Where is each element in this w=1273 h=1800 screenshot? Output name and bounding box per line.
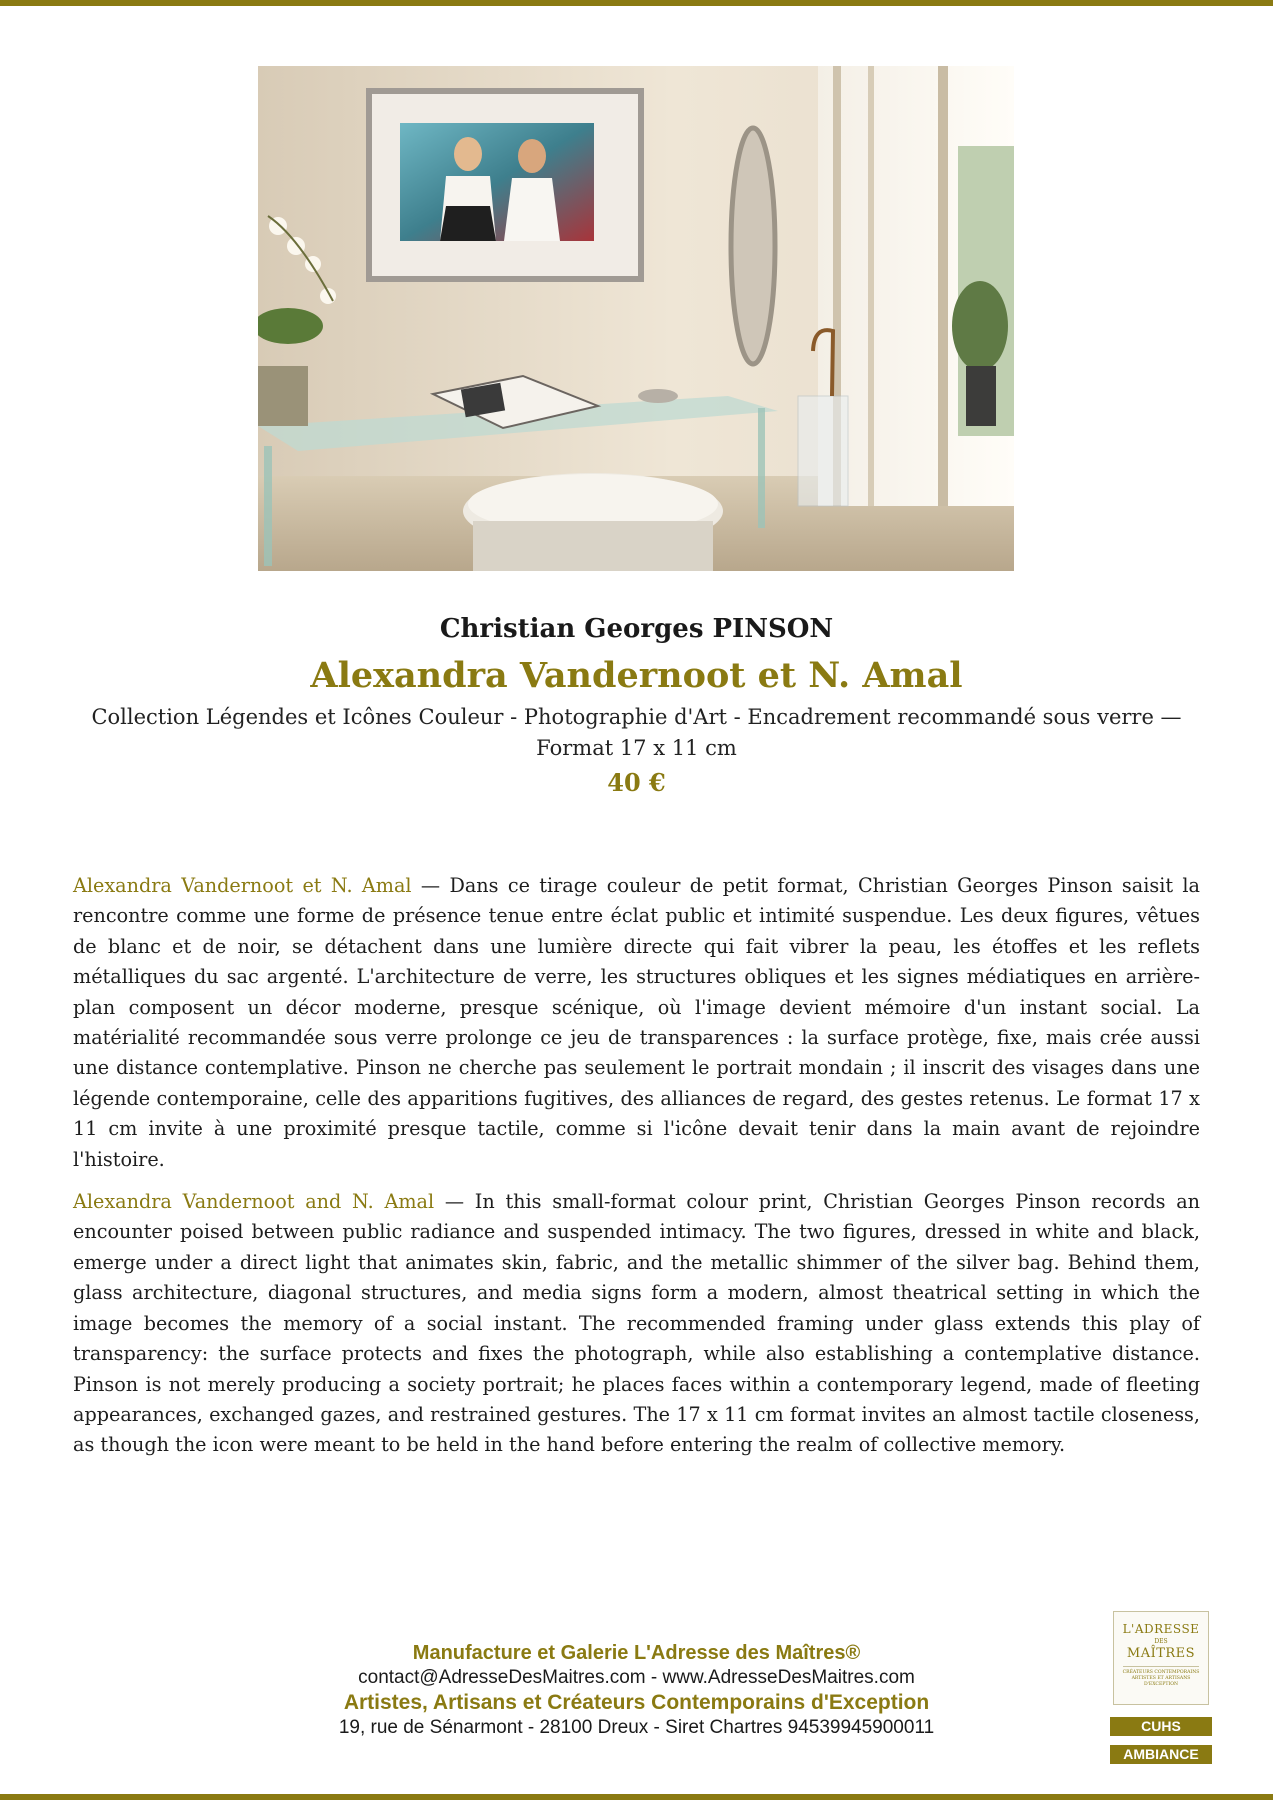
bottom-rule: [0, 1794, 1273, 1800]
logo-line-4: CRÉATEURS CONTEMPORAINS ARTISTES ET ARTISANS D'EXCEPTION: [1122, 1670, 1200, 1687]
description: [73, 871, 1200, 1473]
logo-line-3: MAÎTRES: [1126, 1646, 1196, 1661]
product-photo: [258, 66, 1014, 571]
description-en-text: — In this small-format colour print, Christian Georges Pinson records an encounter poised between public radiance and suspended intimacy. The two figures, dressed in white and black, emerge under a direct light that animates skin, fabric, and the metallic shimmer of the silver bag. Behind them, glass architecture, diagonal structures, and media signs form a modern, almost theatrical setting in which the image becomes the memory of a social instant. The recommended framing under glass extends this play of transparency: the surface protects and fixes the photograph, while also establishing a contemplative distance. Pinson is not merely producing a society portrait; he places faces within a contemporary legend, made of fleeting appearances, exchanged gazes, and restrained gestures. The 17 x 11 cm format invites an almost tactile closeness, as though the icon were meant to be held in the hand before entering the realm of collective memory.: [73, 1190, 1200, 1457]
tag-ambiance: AMBIANCE: [1110, 1745, 1212, 1764]
artwork-title: Alexandra Vandernoot et N. Amal: [310, 655, 963, 696]
footer-gallery-name: Manufacture et Galerie L'Adresse des Maîtres®: [412, 1642, 861, 1664]
description-en-lead: Alexandra Vandernoot and N. Amal: [73, 1190, 435, 1214]
tag-cuhs: CUHS: [1110, 1717, 1212, 1736]
description-fr-text: — Dans ce tirage couleur de petit format, Christian Georges Pinson saisit la rencontre comme une forme de présence tenue entre éclat public et intimité suspendue. Les deux figures, vêtues de blanc et de noir, se détachent dans une lumière directe qui fait vibrer la peau, les étoffes et les reflets métalliques du sac argenté. L'architecture de verre, les structures obliques et les signes médiatiques en arrière-plan composent un décor moderne, presque scénique, où l'image devient mémoire d'un instant social. La matérialité recommandée sous verre prolonge ce jeu de transparences : la surface protège, fixe, mais crée aussi une distance contemplative. Pinson ne cherche pas seulement le portrait mondain ; il inscrit des visages dans une légende contemporaine, celle des apparitions fugitives, des alliances de regard, des gestes retenus. Le format 17 x 11 cm invite à une proximité presque tactile, comme si l'icône devait tenir dans la main avant de rejoindre l'histoire.: [73, 874, 1200, 1171]
description-en: [73, 1187, 1200, 1461]
gallery-logo: [1113, 1611, 1209, 1705]
description-fr: [73, 871, 1200, 1175]
artist-name: Christian Georges PINSON: [439, 614, 834, 644]
footer-address: 19, rue de Sénarmont - 28100 Dreux - Siret Chartres 94539945900011: [338, 1717, 935, 1738]
footer-contact: contact@AdresseDesMaitres.com - www.AdresseDesMaitres.com: [358, 1667, 915, 1688]
artwork-subtitle: Collection Légendes et Icônes Couleur - Photographie d'Art - Encadrement recommandé sous verre — Format 17 x 11 cm: [91, 705, 1182, 760]
description-fr-lead: Alexandra Vandernoot et N. Amal: [73, 874, 412, 897]
top-rule: [0, 0, 1273, 6]
logo-line-1: L'ADRESSE: [1122, 1622, 1200, 1636]
footer-tagline: Artistes, Artisans et Créateurs Contemporains d'Exception: [343, 1691, 930, 1714]
logo-line-2: DES: [1154, 1638, 1168, 1645]
artwork-price: 40 €: [607, 768, 666, 797]
logo-divider: [1123, 1666, 1199, 1667]
footer: [230, 1640, 1043, 1740]
